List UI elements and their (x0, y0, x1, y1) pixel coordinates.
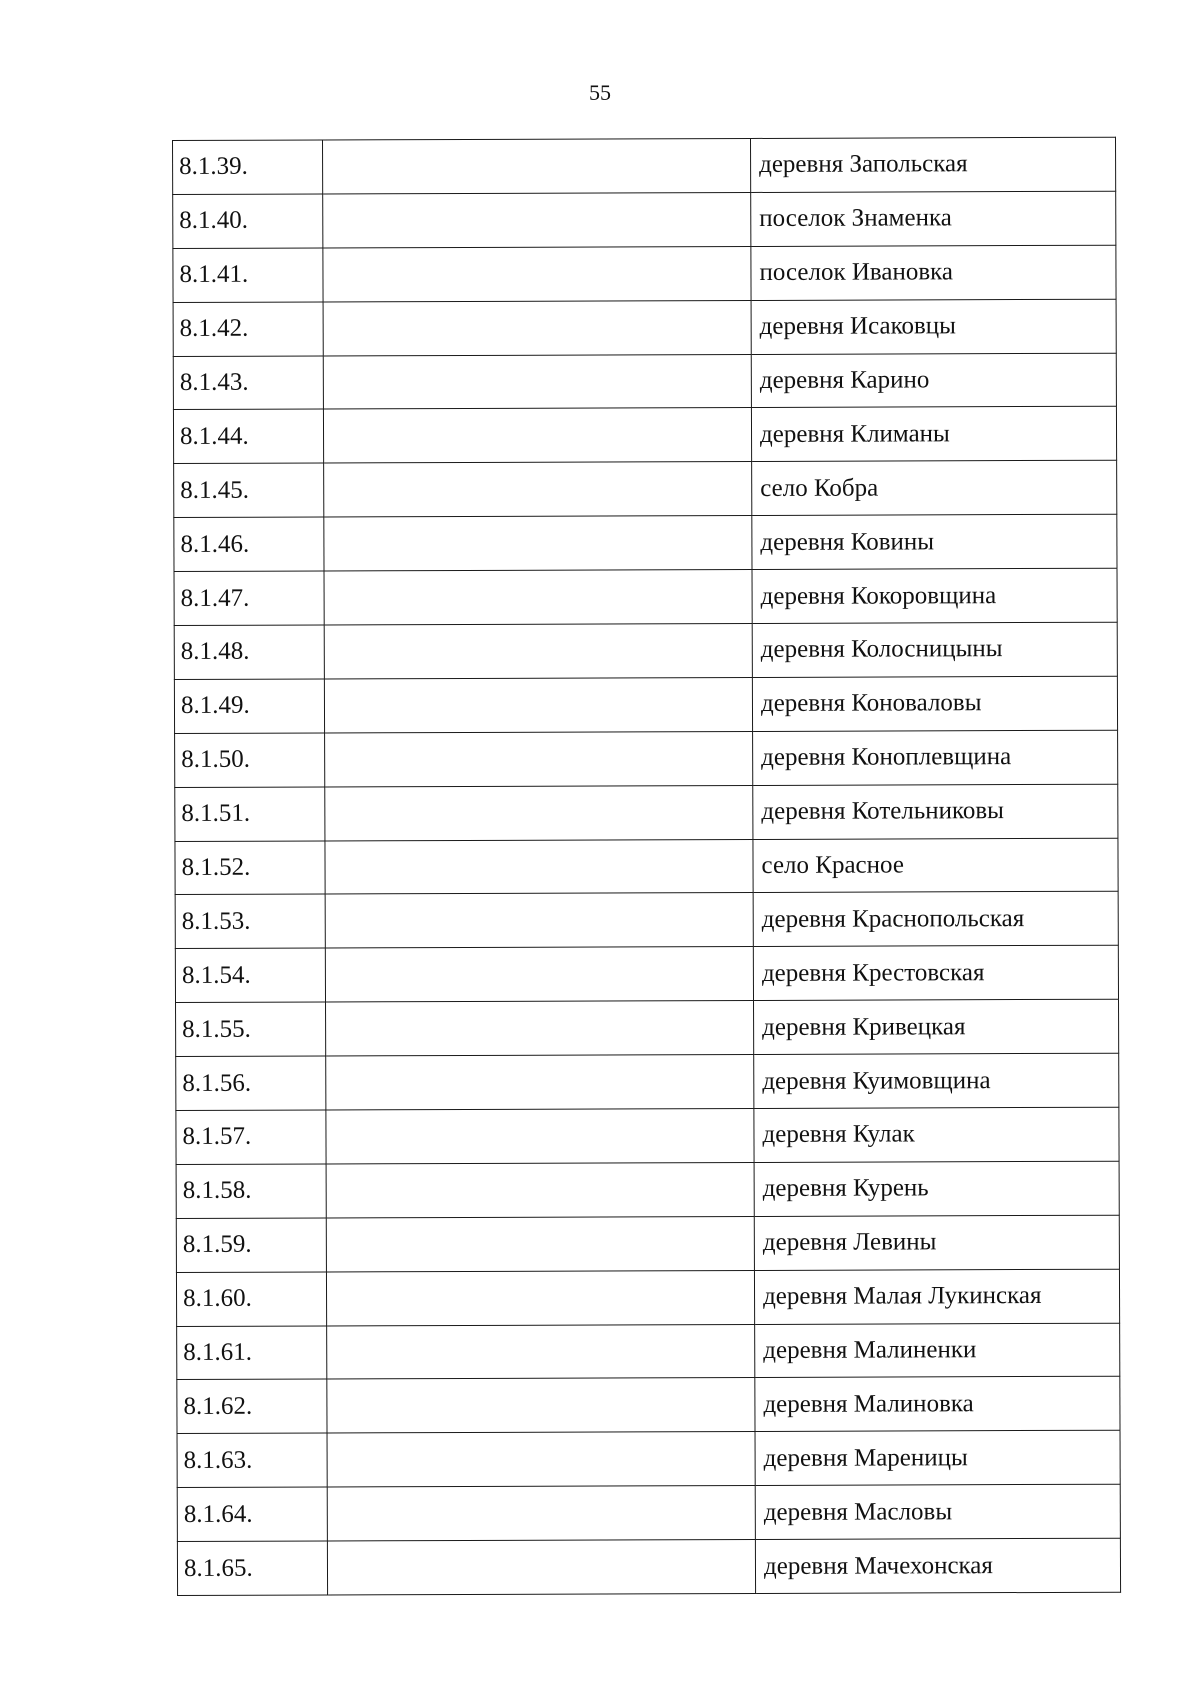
settlement-name-cell: деревня Кокоровщина (752, 568, 1117, 623)
settlement-name-cell: деревня Карино (751, 353, 1116, 408)
table-row (173, 191, 1116, 248)
settlement-name-cell: деревня Масловы (755, 1484, 1120, 1539)
row-number-cell: 8.1.55. (176, 1002, 326, 1056)
table-row (176, 999, 1119, 1056)
empty-cell (326, 1055, 754, 1110)
table-row (176, 1215, 1119, 1272)
table-row (177, 1431, 1120, 1488)
settlement-name-cell: деревня Коноплевщина (753, 730, 1118, 785)
empty-cell (325, 731, 753, 786)
table-row (174, 568, 1117, 625)
row-number-cell: 8.1.43. (173, 356, 323, 410)
row-number-cell: 8.1.51. (175, 787, 325, 841)
empty-cell (326, 1270, 754, 1325)
table-row (176, 1107, 1119, 1164)
row-number-cell: 8.1.62. (177, 1379, 327, 1433)
table-row (173, 299, 1116, 356)
settlement-name-cell: деревня Исаковцы (751, 299, 1116, 354)
row-number-cell: 8.1.57. (176, 1110, 326, 1164)
row-number-cell: 8.1.64. (177, 1487, 327, 1541)
empty-cell (323, 246, 751, 301)
settlement-name-cell: поселок Знаменка (751, 191, 1116, 246)
empty-cell (324, 516, 752, 571)
settlement-name-cell: деревня Малая Лукинская (754, 1269, 1119, 1324)
empty-cell (326, 1109, 754, 1164)
empty-cell (323, 354, 751, 409)
settlement-name-cell: деревня Крестовская (753, 946, 1118, 1001)
table-row (177, 1484, 1120, 1541)
settlement-name-cell: деревня Ковины (752, 514, 1117, 569)
row-number-cell: 8.1.63. (177, 1433, 327, 1487)
empty-cell (327, 1324, 755, 1379)
table-row (177, 1538, 1120, 1595)
table-row (173, 407, 1116, 464)
empty-cell (323, 300, 751, 355)
settlement-name-cell: деревня Малиновка (755, 1377, 1120, 1432)
empty-cell (325, 947, 753, 1002)
page-number: 55 (589, 80, 611, 105)
row-number-cell: 8.1.59. (176, 1218, 326, 1272)
settlement-name-cell: деревня Левины (754, 1215, 1119, 1270)
settlement-name-cell: деревня Коноваловы (752, 676, 1117, 731)
settlement-name-cell: поселок Ивановка (751, 245, 1116, 300)
settlement-name-cell: деревня Кривецкая (754, 999, 1119, 1054)
row-number-cell: 8.1.53. (175, 894, 325, 948)
row-number-cell: 8.1.47. (174, 571, 324, 625)
row-number-cell: 8.1.65. (177, 1541, 327, 1595)
empty-cell (326, 1162, 754, 1217)
settlement-name-cell: деревня Курень (754, 1161, 1119, 1216)
row-number-cell: 8.1.41. (173, 248, 323, 302)
row-number-cell: 8.1.49. (174, 679, 324, 733)
row-number-cell: 8.1.45. (174, 463, 324, 517)
empty-cell (325, 893, 753, 948)
table-row (173, 245, 1116, 302)
row-number-cell: 8.1.40. (173, 194, 323, 248)
empty-cell (325, 785, 753, 840)
settlement-name-cell: деревня Климаны (751, 407, 1116, 462)
empty-cell (323, 138, 751, 193)
row-number-cell: 8.1.39. (173, 140, 323, 194)
table-body (173, 137, 1121, 1595)
empty-cell (323, 408, 751, 463)
table-row (174, 461, 1117, 518)
settlement-name-cell: деревня Краснопольская (753, 892, 1118, 947)
empty-cell (327, 1432, 755, 1487)
row-number-cell: 8.1.56. (176, 1056, 326, 1110)
empty-cell (327, 1540, 755, 1595)
settlement-name-cell: деревня Куимовщина (754, 1053, 1119, 1108)
table-row (174, 622, 1117, 679)
table-row (176, 1161, 1119, 1218)
settlements-table (172, 137, 1121, 1596)
row-number-cell: 8.1.60. (176, 1272, 326, 1326)
empty-cell (324, 623, 752, 678)
row-number-cell: 8.1.48. (174, 625, 324, 679)
row-number-cell: 8.1.44. (173, 409, 323, 463)
table-row (177, 1377, 1120, 1434)
empty-cell (325, 839, 753, 894)
settlement-name-cell: село Кобра (752, 461, 1117, 516)
row-number-cell: 8.1.52. (175, 841, 325, 895)
row-number-cell: 8.1.46. (174, 517, 324, 571)
table-row (175, 784, 1118, 841)
row-number-cell: 8.1.61. (177, 1326, 327, 1380)
row-number-cell: 8.1.54. (175, 948, 325, 1002)
settlement-name-cell: деревня Мареницы (755, 1431, 1120, 1486)
table-row (176, 1269, 1119, 1326)
table-row (177, 1323, 1120, 1380)
empty-cell (327, 1486, 755, 1541)
empty-cell (327, 1378, 755, 1433)
table-row (174, 676, 1117, 733)
table-row (175, 730, 1118, 787)
empty-cell (324, 677, 752, 732)
settlement-name-cell: деревня Колосницыны (752, 622, 1117, 677)
table-row (176, 1053, 1119, 1110)
table-row (174, 514, 1117, 571)
row-number-cell: 8.1.50. (175, 733, 325, 787)
empty-cell (324, 570, 752, 625)
settlement-name-cell: деревня Запольская (750, 137, 1115, 192)
empty-cell (324, 462, 752, 517)
settlement-name-cell: деревня Мачехонская (755, 1538, 1120, 1593)
settlement-name-cell: деревня Котельниковы (753, 784, 1118, 839)
table-row (173, 137, 1116, 194)
empty-cell (326, 1216, 754, 1271)
table-row (175, 892, 1118, 949)
table-row (173, 353, 1116, 410)
empty-cell (323, 192, 751, 247)
row-number-cell: 8.1.58. (176, 1164, 326, 1218)
table-row (175, 946, 1118, 1003)
settlement-name-cell: деревня Кулак (754, 1107, 1119, 1162)
settlement-name-cell: деревня Малиненки (755, 1323, 1120, 1378)
settlement-name-cell: село Красное (753, 838, 1118, 893)
empty-cell (326, 1001, 754, 1056)
table-row (175, 838, 1118, 895)
row-number-cell: 8.1.42. (173, 302, 323, 356)
